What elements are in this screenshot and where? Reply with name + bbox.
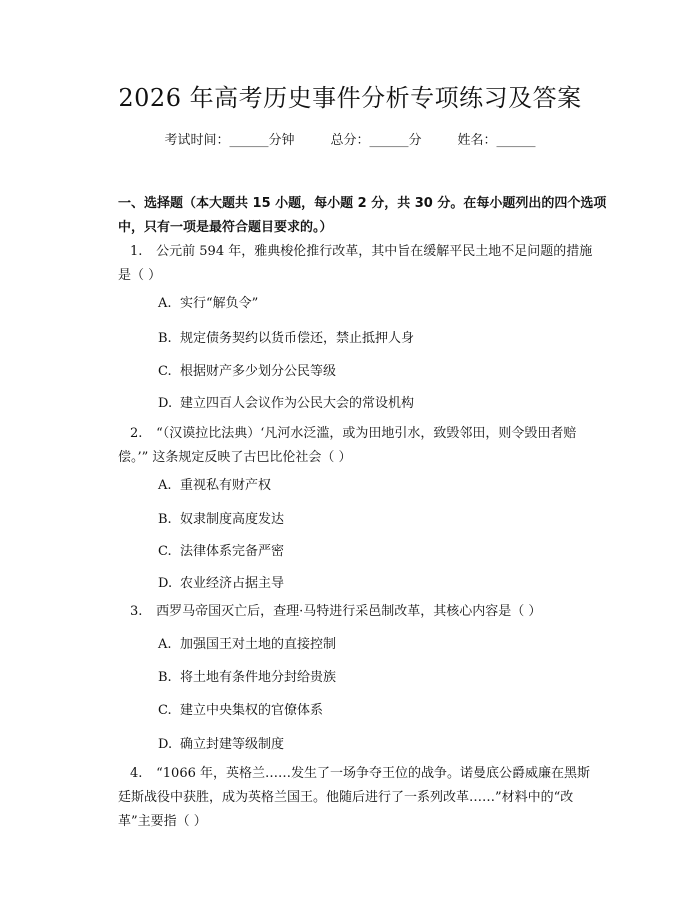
question-number: 1. [130, 244, 143, 259]
option-label: B. [158, 670, 172, 685]
option-label: A. [158, 637, 172, 652]
option-text: 根据财产多少划分公民等级 [180, 364, 337, 379]
exam-info-line [0, 131, 700, 151]
question-text: “1066 年，英格兰……发生了一场争夺王位的战争。诺曼底公爵威廉在黑斯廷斯战役中获胜，成为英格兰国王。他随后进行了一系列改革……”材料中的“改革”主要指（ ） [118, 766, 591, 829]
option-text: 奴隶制度高度发达 [180, 512, 285, 527]
option-label: D. [158, 737, 173, 752]
option-text: 加强国王对土地的直接控制 [180, 637, 337, 652]
option-text: 规定债务契约以货币偿还，禁止抵押人身 [180, 331, 415, 346]
question-text: “（汉谟拉比法典）‘凡河水泛滥，或为田地引水，致毁邻田，则令毁田者赔偿。’” 这条规定反映了古巴比伦社会（ ） [118, 426, 577, 465]
q3-option-b [158, 668, 578, 688]
option-label: B. [158, 331, 172, 346]
option-label: D. [158, 396, 173, 411]
q2-option-a [158, 476, 578, 496]
question-1 [118, 240, 600, 288]
question-3 [118, 600, 600, 624]
question-2 [118, 422, 600, 470]
section-heading: 一、选择题（本大题共 15 小题，每小题 2 分，共 30 分。在每小题列出的四个选项中，只有一项是最符合题目要求的。） [118, 196, 607, 235]
q3-option-a [158, 635, 578, 655]
q1-option-c [158, 362, 578, 382]
option-label: A. [158, 478, 172, 493]
q1-option-d [158, 394, 578, 414]
q2-option-d [158, 574, 578, 594]
option-text: 建立四百人会议作为公民大会的常设机构 [180, 396, 415, 411]
question-number: 2. [130, 426, 143, 441]
q3-option-d [158, 735, 578, 755]
option-label: D. [158, 576, 173, 591]
option-text: 将土地有条件地分封给贵族 [180, 670, 337, 685]
name-field: 姓名：______ [457, 133, 536, 148]
total-score-field: 总分：______分 [330, 133, 422, 148]
q3-option-c [158, 701, 578, 721]
option-label: C. [158, 544, 172, 559]
question-number: 3. [130, 604, 143, 619]
option-label: B. [158, 512, 172, 527]
option-label: C. [158, 364, 172, 379]
question-text: 西罗马帝国灭亡后，查理·马特进行采邑制改革，其核心内容是（ ） [156, 604, 542, 619]
q1-option-a [158, 294, 578, 314]
option-label: A. [158, 296, 172, 311]
option-text: 建立中央集权的官僚体系 [180, 703, 324, 718]
exam-time-field: 考试时间：______分钟 [164, 133, 295, 148]
question-number: 4. [130, 766, 143, 781]
option-text: 法律体系完备严密 [180, 544, 285, 559]
q2-option-c [158, 542, 578, 562]
option-text: 实行“解负令” [180, 296, 259, 311]
q1-option-b [158, 329, 578, 349]
option-text: 确立封建等级制度 [180, 737, 285, 752]
option-label: C. [158, 703, 172, 718]
option-text: 重视私有财产权 [180, 478, 272, 493]
question-text: 公元前 594 年，雅典梭伦推行改革，其中旨在缓解平民土地不足问题的措施是（ ） [118, 244, 593, 283]
q2-option-b [158, 510, 578, 530]
question-4 [118, 762, 600, 834]
page-title: 2026 年高考历史事件分析专项练习及答案 [118, 84, 582, 112]
option-text: 农业经济占据主导 [180, 576, 285, 591]
